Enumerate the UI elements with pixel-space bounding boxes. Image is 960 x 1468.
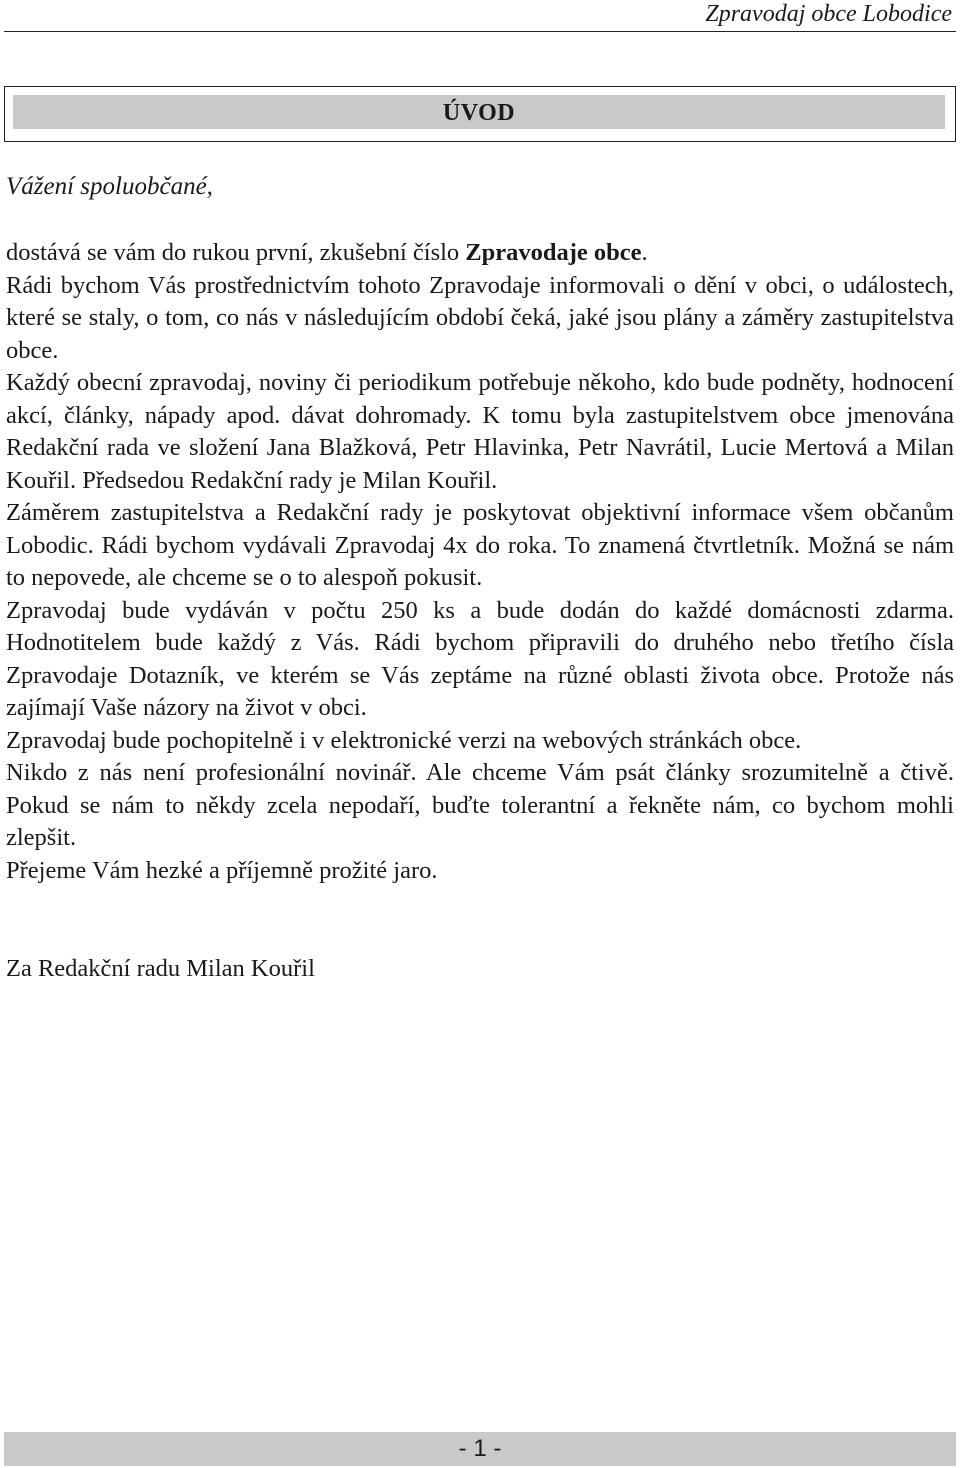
intro-text: dostává se vám do rukou první, zkušební číslo <box>6 239 466 266</box>
paragraph-editorial-board: Každý obecní zpravodaj, noviny či periodikum potřebuje někoho, kdo bude podněty, hodnocení akcí, články, nápady apod. dávat dohromady. K tomu byla zastupitelstvem obce jmenována Redakční rada ve složení Jana Blažková, Petr Hlavinka, Petr Navrátil, Lucie Mertová a Milan Kouřil. Předsedou Redakční rady je Milan Kouřil. <box>6 369 954 494</box>
signature: Za Redakční radu Milan Kouřil <box>6 955 315 982</box>
paragraph-tolerance: Nikdo z nás není profesionální novinář. Ale chceme Vám psát články srozumitelně a čtivě. Pokud se nám to někdy zcela nepodaří, buďte tolerantní a řekněte nám, co bychom mohli zlepšit. <box>6 759 954 851</box>
salutation: Vážení spoluobčané, <box>6 173 213 200</box>
section-heading-box <box>4 86 956 142</box>
letter-body <box>6 237 954 887</box>
paragraph-goals: Záměrem zastupitelstva a Redakční rady je poskytovat objektivní informace všem občanům Lobodic. Rádi bychom vydávali Zpravodaj 4x do roka. To znamená čtvrtletník. Možná se nám to nepovede, ale chceme se o to alespoň pokusit. <box>6 499 954 591</box>
header-rule <box>4 31 956 32</box>
paragraph-electronic: Zpravodaj bude pochopitelně i v elektronické verzi na webových stránkách obce. <box>6 726 802 754</box>
running-header: Zpravodaj obce Lobodice <box>705 1 952 27</box>
section-title: ÚVOD <box>13 95 945 129</box>
page-number: - 1 - <box>4 1432 956 1466</box>
intro-paragraph <box>6 237 954 270</box>
paragraph-greeting: Přejeme Vám hezké a příjemně prožité jaro. <box>6 856 438 884</box>
intro-bold-text: Zpravodaje obce <box>465 239 642 266</box>
intro-suffix: . <box>641 239 648 266</box>
paragraph-distribution: Zpravodaj bude vydáván v počtu 250 ks a bude dodán do každé domácnosti zdarma. Hodnotitelem bude každý z Vás. Rádi bychom připravili do druhého nebo třetího čísla Zpravodaje Dotazník, ve kterém se Vás zeptáme na různé oblasti života obce. Protože nás zajímají Vaše názory na život v obci. <box>6 596 954 721</box>
paragraph-plans: Rádi bychom Vás prostřednictvím tohoto Zpravodaje informovali o dění v obci, o událostech, které se staly, o tom, co nás v následujícím období čeká, jaké jsou plány a záměry zastupitelstva obce. <box>6 271 954 364</box>
